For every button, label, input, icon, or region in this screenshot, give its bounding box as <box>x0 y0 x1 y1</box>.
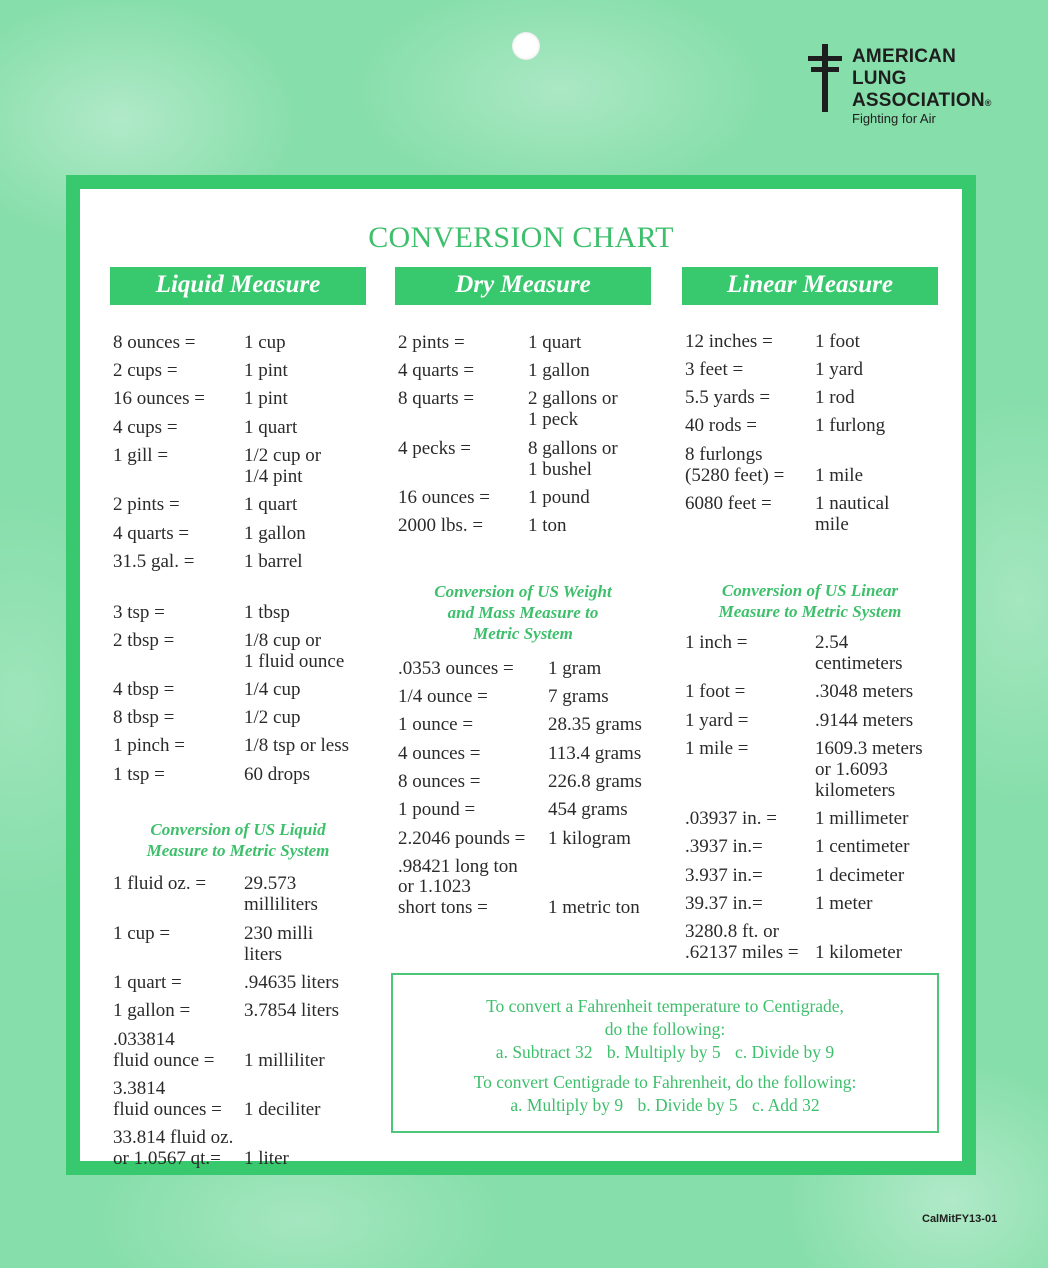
row-left: 1 tsp = <box>113 764 165 785</box>
row-right: 1 meter <box>815 893 873 914</box>
row-left: 40 rods = <box>685 415 757 436</box>
row-left: 5.5 yards = <box>685 387 771 408</box>
temperature-conversion-box <box>391 973 939 1133</box>
linear-metric-heading <box>682 580 938 622</box>
row-right: 7 grams <box>548 686 609 707</box>
row-left: 2 tbsp = <box>113 630 175 651</box>
registered-mark: ® <box>984 98 992 108</box>
row-left: 1 mile = <box>685 738 749 759</box>
step-text: c. Divide by 9 <box>735 1042 835 1062</box>
row-right: 1 gram <box>548 658 602 679</box>
row-right: 1/8 cup or <box>244 630 322 651</box>
step-text: c. Add 32 <box>752 1095 820 1115</box>
row-right: 1 quart <box>528 332 582 353</box>
row-right: 1/4 pint <box>244 466 303 487</box>
f-to-c-line: To convert a Fahrenheit temperature to Centigrade, <box>486 996 844 1016</box>
row-left: 8 tbsp = <box>113 707 175 728</box>
row-left: short tons = <box>398 897 488 918</box>
row-right: 1 pound <box>528 487 590 508</box>
row-right: 1/2 cup <box>244 707 301 728</box>
row-left: 8 quarts = <box>398 388 475 409</box>
chart-card <box>66 175 976 1175</box>
row-right: 28.35 grams <box>548 714 642 735</box>
footer-code: CalMitFY13-01 <box>922 1213 998 1225</box>
row-left: 4 tbsp = <box>113 679 175 700</box>
logo-tagline: Fighting for Air <box>852 111 936 126</box>
row-left: 1/4 ounce = <box>398 686 488 707</box>
logo-line-american: AMERICAN <box>852 46 956 67</box>
row-right: 1 millimeter <box>815 808 909 829</box>
row-left: 1 yard = <box>685 710 749 731</box>
row-left: 1 pinch = <box>113 735 185 756</box>
dry-metric-heading <box>395 581 651 644</box>
row-right: 113.4 grams <box>548 743 642 764</box>
row-right: 8 gallons or <box>528 438 618 459</box>
subheading-line: Measure to Metric System <box>718 602 902 621</box>
row-right: or 1.6093 <box>815 759 888 780</box>
row-right: 1 yard <box>815 359 864 380</box>
row-right: 1 milliliter <box>244 1050 325 1071</box>
row-left: 1 pound = <box>398 799 476 820</box>
row-left: or 1.0567 qt.= <box>113 1148 221 1169</box>
row-right: 1 centimeter <box>815 836 910 857</box>
row-left: 2 cups = <box>113 360 178 381</box>
row-left: 39.37 in.= <box>685 893 763 914</box>
row-right: 1 gallon <box>528 360 590 381</box>
row-right: .94635 liters <box>244 972 339 993</box>
row-left: .98421 long ton <box>398 856 518 877</box>
row-left: 3.937 in.= <box>685 865 763 886</box>
page-title: CONVERSION CHART <box>368 221 674 254</box>
row-right: 230 milli <box>244 923 314 944</box>
row-right: 1 fluid ounce <box>244 651 345 672</box>
row-left: 1 foot = <box>685 681 746 702</box>
double-cross-icon <box>806 44 844 112</box>
row-right: 1 kilogram <box>548 828 631 849</box>
row-left: 4 quarts = <box>398 360 475 381</box>
row-left: 4 quarts = <box>113 523 190 544</box>
row-left: 33.814 fluid oz. <box>113 1127 234 1148</box>
linear-measure-column <box>682 267 938 963</box>
row-left: 16 ounces = <box>398 487 490 508</box>
subheading-line: Conversion of US Linear <box>721 581 899 600</box>
liquid-measure-column <box>110 267 366 1169</box>
row-right: 1 barrel <box>244 551 303 572</box>
row-left: 4 pecks = <box>398 438 471 459</box>
row-right: 1 metric ton <box>548 897 640 918</box>
row-right: 1 nautical <box>815 493 890 514</box>
row-right: .3048 meters <box>815 681 914 702</box>
row-right: 454 grams <box>548 799 628 820</box>
row-right: 1 peck <box>528 409 579 430</box>
row-right: 3.7854 liters <box>244 1000 339 1021</box>
row-left: 8 ounces = <box>398 771 481 792</box>
row-right: 1 deciliter <box>244 1099 321 1120</box>
row-left: or 1.1023 <box>398 876 471 897</box>
row-left: 2.2046 pounds = <box>398 828 526 849</box>
liquid-metric-heading <box>110 819 366 861</box>
subheading-line: Conversion of US Weight <box>434 582 612 601</box>
row-right: centimeters <box>815 653 903 674</box>
row-left: 31.5 gal. = <box>113 551 195 572</box>
chart-card-inner <box>80 189 962 1169</box>
row-left: 3.3814 <box>113 1078 166 1099</box>
row-right: 1 bushel <box>528 459 592 480</box>
row-right: milliliters <box>244 894 318 915</box>
row-left: 8 furlongs <box>685 444 763 465</box>
dry-measure-column <box>395 267 651 918</box>
row-left: .0353 ounces = <box>398 658 514 679</box>
row-left: 1 quart = <box>113 972 182 993</box>
c-to-f-steps <box>393 1094 937 1117</box>
row-right: 1609.3 meters <box>815 738 923 759</box>
row-right: 1 gallon <box>244 523 306 544</box>
row-right: .9144 meters <box>815 710 914 731</box>
row-left: 1 ounce = <box>398 714 474 735</box>
american-lung-association-logo <box>806 44 1026 134</box>
row-right: 1 liter <box>244 1148 289 1169</box>
subheading-line: Measure to Metric System <box>146 841 330 860</box>
row-right: 1 ton <box>528 515 567 536</box>
linear-measure-heading: Linear Measure <box>682 267 938 305</box>
row-left: 3 feet = <box>685 359 744 380</box>
row-left: 16 ounces = <box>113 388 205 409</box>
row-left: .03937 in. = <box>685 808 777 829</box>
row-left: 4 cups = <box>113 417 178 438</box>
row-left: 6080 feet = <box>685 493 772 514</box>
row-left: 8 ounces = <box>113 332 196 353</box>
row-left: 12 inches = <box>685 331 773 352</box>
row-right: 29.573 <box>244 873 297 894</box>
row-right: kilometers <box>815 780 896 801</box>
row-right: 1 quart <box>244 494 298 515</box>
row-right: 1 cup <box>244 332 286 353</box>
row-left: 1 inch = <box>685 632 748 653</box>
liquid-measure-heading: Liquid Measure <box>110 267 366 305</box>
row-right: 1 foot <box>815 331 860 352</box>
subheading-line: Conversion of US Liquid <box>150 820 326 839</box>
row-right: 1/4 cup <box>244 679 301 700</box>
row-left: 3280.8 ft. or <box>685 921 779 942</box>
c-to-f-instructions: To convert Centigrade to Fahrenheit, do the following: <box>473 1072 857 1092</box>
row-right: mile <box>815 514 849 535</box>
row-left: 2 pints = <box>398 332 465 353</box>
row-left: fluid ounce = <box>113 1050 215 1071</box>
row-left: 2000 lbs. = <box>398 515 484 536</box>
row-right: 1 mile <box>815 465 864 486</box>
row-left: (5280 feet) = <box>685 465 785 486</box>
row-right: 2.54 <box>815 632 849 653</box>
row-right: 1 quart <box>244 417 298 438</box>
row-right: 1/8 tsp or less <box>244 735 350 756</box>
row-left: 1 gallon = <box>113 1000 191 1021</box>
row-right: 1 rod <box>815 387 855 408</box>
step-text: b. Divide by 5 <box>637 1095 738 1115</box>
row-left: .3937 in.= <box>685 836 763 857</box>
f-to-c-line: do the following: <box>604 1019 726 1039</box>
f-to-c-steps <box>393 1041 937 1064</box>
row-left: 1 gill = <box>113 445 169 466</box>
row-right: 1 tbsp <box>244 602 290 623</box>
row-left: .62137 miles = <box>685 942 799 963</box>
row-right: 1 decimeter <box>815 865 905 886</box>
step-text: a. Multiply by 9 <box>510 1095 624 1115</box>
row-right: 60 drops <box>244 764 310 785</box>
subheading-line: Metric System <box>473 624 573 643</box>
row-right: 2 gallons or <box>528 388 618 409</box>
logo-org-name <box>852 46 992 114</box>
row-right: 1 furlong <box>815 415 886 436</box>
step-text: a. Subtract 32 <box>495 1042 593 1062</box>
row-left: fluid ounces = <box>113 1099 222 1120</box>
row-right: liters <box>244 944 282 965</box>
step-text: b. Multiply by 5 <box>606 1042 721 1062</box>
logo-line-association: ASSOCIATION <box>852 90 985 111</box>
row-right: 1 kilometer <box>815 942 903 963</box>
dry-measure-heading: Dry Measure <box>395 267 651 305</box>
row-left: 1 fluid oz. = <box>113 873 207 894</box>
row-right: 1/2 cup or <box>244 445 322 466</box>
row-right: 1 pint <box>244 360 288 381</box>
punch-hole <box>512 32 540 60</box>
f-to-c-instructions <box>393 995 937 1041</box>
row-left: 2 pints = <box>113 494 180 515</box>
row-right: 1 pint <box>244 388 288 409</box>
logo-line-lung: LUNG <box>852 68 907 89</box>
subheading-line: and Mass Measure to <box>447 603 599 622</box>
row-left: 3 tsp = <box>113 602 165 623</box>
row-left: 4 ounces = <box>398 743 481 764</box>
row-left: .033814 <box>113 1029 175 1050</box>
row-left: 1 cup = <box>113 923 171 944</box>
row-right: 226.8 grams <box>548 771 642 792</box>
